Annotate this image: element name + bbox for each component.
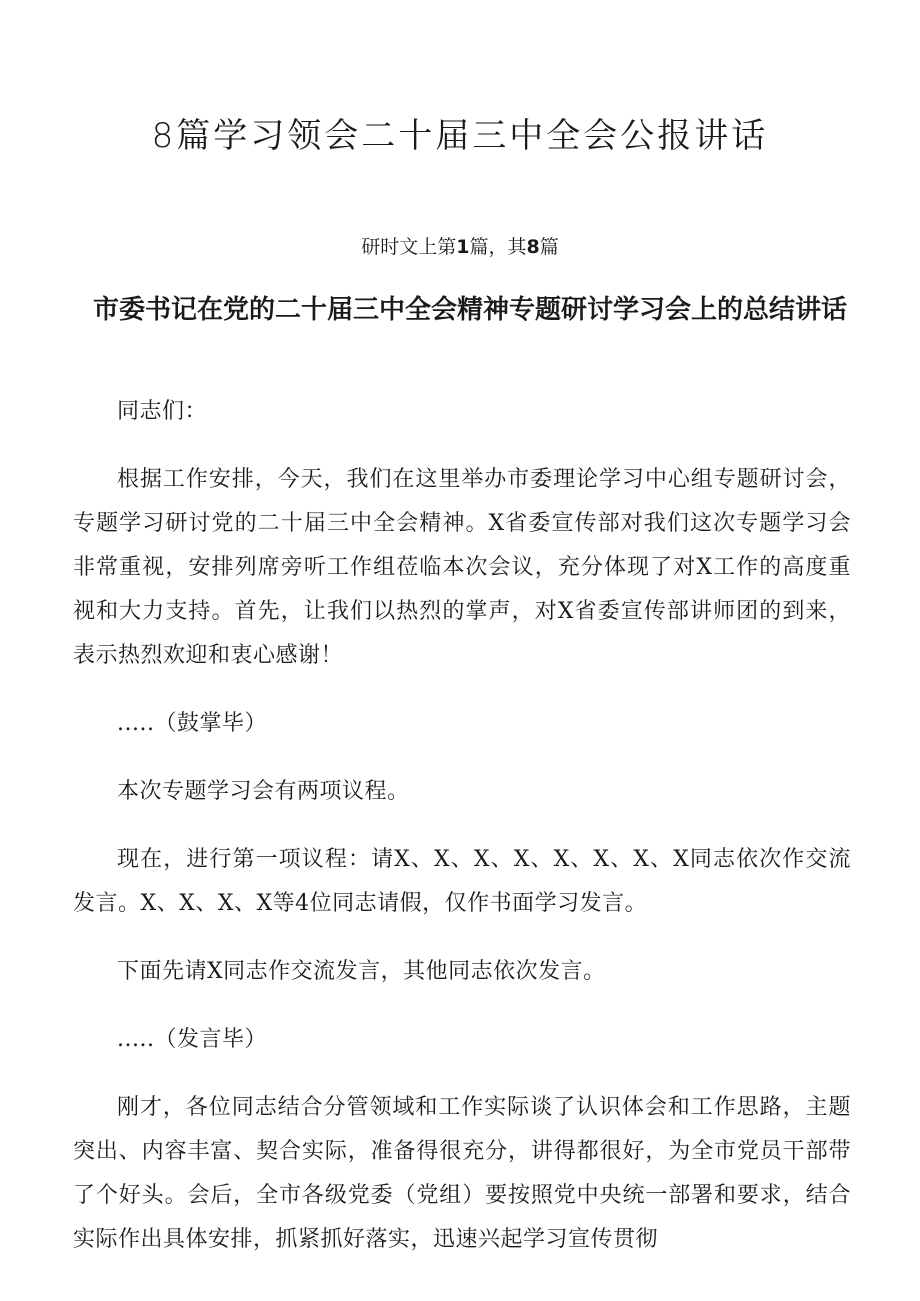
paragraph: 刚才，各位同志结合分管领域和工作实际谈了认识体会和工作思路，主题突出、内容丰富、契合实际，准备得很充分，讲得都很好，为全市党员干部带了个好头。会后，全市各级党委（党组）要按照党中央统一部署和要求，结合实际作出具体安排，抓紧抓好落实，迅速兴起学习宣传贯彻 — [73, 1095, 851, 1252]
document-subtitle — [0, 232, 920, 262]
paragraph: 根据工作安排，今天，我们在这里举办市委理论学习中心组专题研讨会，专题学习研讨党的二十届三中全会精神。X省委宣传部对我们这次专题学习会非常重视，安排列席旁听工作组莅临本次会议，充分体现了对X工作的高度重视和大力支持。首先，让我们以热烈的掌声，对X省委宣传部讲师团的到来，表示热烈欢迎和衷心感谢！ — [73, 467, 851, 668]
paragraph: 本次专题学习会有两项议程。 — [117, 779, 410, 804]
salutation: 同志们： — [117, 399, 208, 424]
subtitle-number: 1 — [456, 236, 470, 258]
document-body — [73, 390, 851, 1286]
stage-note-speech-end: .....（发言毕） — [117, 1027, 267, 1052]
subtitle-prefix: 研时文上第 — [361, 236, 457, 258]
paragraph: 下面先请X同志作交流发言，其他同志依次发言。 — [117, 959, 606, 984]
subtitle-total: 8 — [526, 236, 540, 258]
paragraph: 现在，进行第一项议程：请X、X、X、X、X、X、X、X同志依次作交流发言。X、X、X、X等4位同志请假，仅作书面学习发言。 — [73, 847, 851, 916]
subtitle-suffix: 篇 — [539, 236, 559, 258]
speech-title: 市委书记在党的二十届三中全会精神专题研讨学习会上的总结讲话 — [92, 295, 847, 325]
stage-note-applause: .....（鼓掌毕） — [117, 711, 267, 736]
document-title: 8篇学习领会二十届三中全会公报讲话 — [151, 116, 769, 156]
subtitle-mid: 篇，其 — [469, 236, 527, 258]
